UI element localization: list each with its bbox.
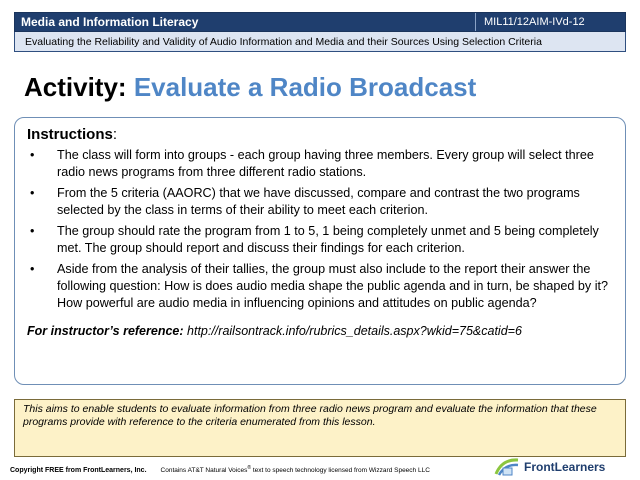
instructions-heading — [27, 126, 613, 143]
title-main: Evaluate a Radio Broadcast — [133, 72, 477, 102]
instructor-reference — [27, 324, 613, 338]
header-bar — [14, 12, 626, 32]
bullet-icon: • — [30, 186, 35, 200]
lesson-code: MIL11/12AIM-IVd-12 — [475, 13, 625, 31]
reference-label: For instructor’s reference: — [27, 324, 184, 338]
reference-link[interactable]: http://railsontrack.info/rubrics_details.aspx?wkid=75&catid=6 — [187, 324, 522, 338]
title-prefix: Activity: — [24, 72, 127, 102]
list-item-text: The group should rate the program from 1 to 5, 1 being completely unmet and 5 being completely met. The group should report and discuss their findings for each criterion. — [57, 224, 599, 255]
list-item — [27, 185, 613, 219]
voices-suffix: text to speech technology licensed from Wizzard Speech LLC — [251, 467, 430, 475]
slide-title — [24, 72, 476, 103]
list-item — [27, 223, 613, 257]
list-item — [27, 261, 613, 312]
list-item-text: From the 5 criteria (AAORC) that we have discussed, compare and contrast the two programs selected by the class in terms of their ability to meet each criterion. — [57, 186, 580, 217]
registered-mark: ® — [247, 465, 252, 472]
list-item-text: Aside from the analysis of their tallies, the group must also include to the report their answer the following question: How is does audio media shape the public agenda and in turn, be shaped by it? How powerful are audio media in influencing opinions and attitudes on public agenda? — [57, 262, 609, 310]
instructions-list — [27, 147, 613, 312]
logo-icon — [494, 457, 520, 477]
bullet-icon: • — [30, 224, 35, 238]
list-item-text: The class will form into groups - each group having three members. Every group will select three radio news programs from three different radio stations. — [57, 148, 594, 179]
instructions-heading-colon: : — [112, 126, 118, 143]
instructions-heading-text: Instructions — [27, 126, 113, 143]
frontlearners-logo — [494, 456, 605, 478]
bullet-icon: • — [30, 148, 35, 162]
copyright-text: Copyright FREE from FrontLearners, Inc. — [10, 466, 147, 474]
logo-text: FrontLearners — [524, 460, 606, 474]
course-title: Media and Information Literacy — [21, 15, 199, 29]
voices-prefix: Contains AT&T Natural Voices — [160, 467, 248, 475]
note-box: This aims to enable students to evaluate information from three radio news program and evaluate the information that these programs provide with reference to the criteria enumerated from this lesson. — [14, 399, 626, 457]
instructions-box — [14, 117, 626, 385]
bullet-icon: • — [30, 262, 35, 276]
voices-notice — [161, 465, 430, 474]
list-item — [27, 147, 613, 181]
lesson-subtitle: Evaluating the Reliability and Validity of Audio Information and Media and their Sources Using Selection Criteria — [14, 32, 626, 52]
